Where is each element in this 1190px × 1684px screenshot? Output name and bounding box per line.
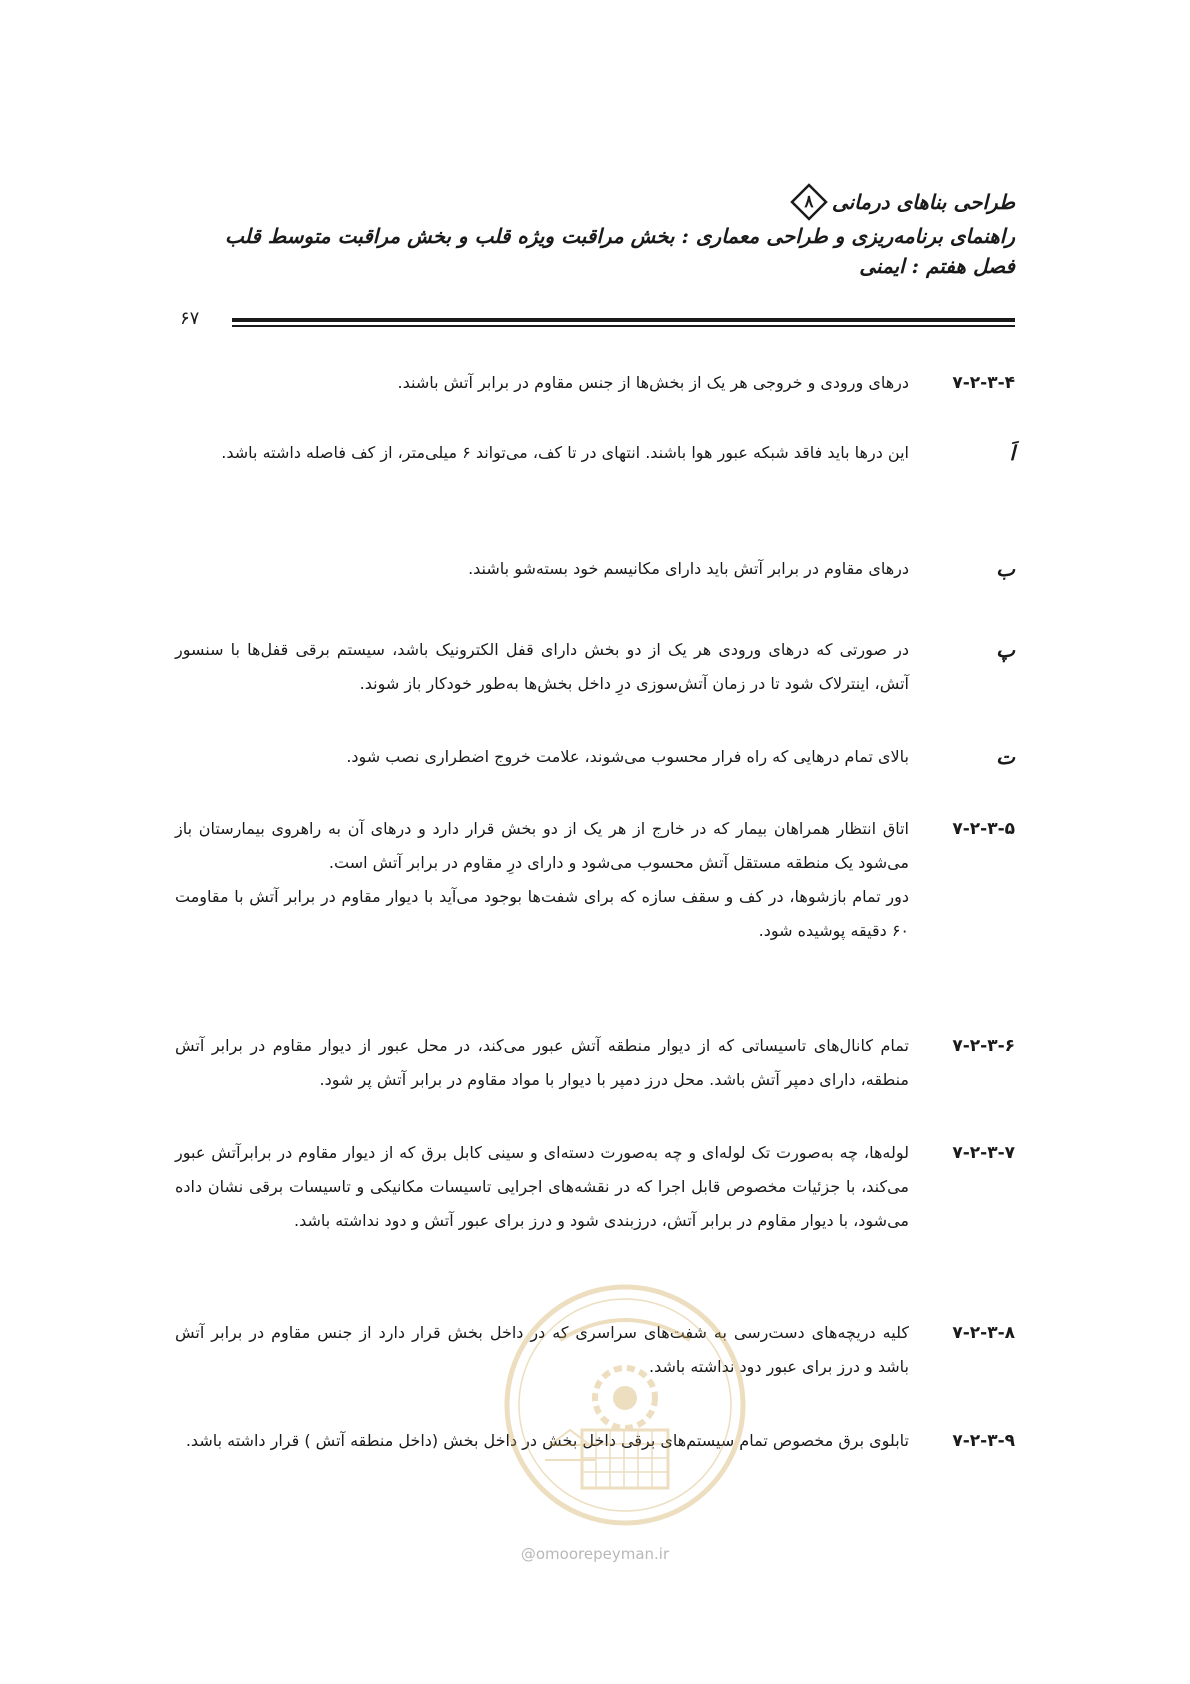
sub-clause-p <box>175 633 1015 701</box>
clause-letter: اَ <box>1009 441 1015 465</box>
header-rule-thin <box>232 325 1015 327</box>
volume-diamond-icon <box>790 183 828 221</box>
clause-paragraph: دور تمام بازشوها، در کف و سقف سازه که برای شفت‌ها بوجود می‌آید با دیوار مقاوم در برابر آتش با مقاومت ۶۰ دقیقه پوشیده شود. <box>175 887 909 940</box>
clause-number: ۷-۲-۳-۶ <box>952 1036 1015 1056</box>
header-series-line <box>175 183 1015 221</box>
clause-text: در صورتی که درهای ورودی هر یک از دو بخش دارای قفل الکترونیک باشد، سیستم برقی قفل‌ها با سنسور آتش، اینترلاک شود تا در زمان آتش‌سوزی درِ داخل بخش‌ها به‌طور خودکار باز شوند. <box>175 640 909 693</box>
clause-number: ۷-۲-۳-۹ <box>952 1431 1015 1451</box>
clause-text-block <box>175 812 909 948</box>
clause-text: کلیه دریچه‌های دست‌رسی به شفت‌های سراسری که در داخل بخش قرار دارد از جنس مقاوم در برابر آتش باشد و درز برای عبور دود نداشته باشد. <box>175 1323 909 1376</box>
volume-number: ۸ <box>804 192 814 212</box>
clause-text: تابلوی برق مخصوص تمام سیستم‌های برقی داخل بخش در داخل بخش (داخل منطقه آتش ) قرار داشته باشد. <box>185 1431 909 1450</box>
clause-letter: ب <box>996 557 1015 581</box>
clause-text: درهای مقاوم در برابر آتش باید دارای مکانیسم خود بسته‌شو باشند. <box>468 559 909 578</box>
sub-clause-b <box>175 552 1015 586</box>
clause-letter: پ <box>996 638 1015 662</box>
sub-clause-a <box>175 436 1015 470</box>
clause-paragraph: اتاق انتظار همراهان بیمار که در خارج از هر یک از دو بخش قرار دارد و درهای آن به راهروی بیمارستان باز می‌شود یک منطقه مستقل آتش محسوب می‌شود و دارای درِ مقاوم در برابر آتش است. <box>175 819 909 872</box>
clause-7-2-3-6 <box>175 1029 1015 1097</box>
clause-text: درهای ورودی و خروجی هر یک از بخش‌ها از جنس مقاوم در برابر آتش باشند. <box>397 373 909 392</box>
clause-number: ۷-۲-۳-۷ <box>952 1143 1015 1163</box>
page-header <box>175 183 1015 281</box>
clause-7-2-3-4 <box>175 366 1015 400</box>
clause-text: لوله‌ها، چه به‌صورت تک لوله‌ای و چه به‌صورت دسته‌ای و سینی کابل برق که از دیوار مقاوم در برابرآتش عبور می‌کند، با جزئیات مخصوص قابل اجرا که در نقشه‌های اجرایی تاسیسات مکانیکی و تاسیسات برقی نشان داده می‌شود، با دیوار مقاوم در برابر آتش، درزبندی شود و درز برای عبور آتش و دود نداشته باشد. <box>175 1143 909 1230</box>
watermark-logo-icon <box>500 1280 750 1530</box>
clause-text: این درها باید فاقد شبکه عبور هوا باشند. انتهای در تا کف، می‌تواند ۶ میلی‌متر، از کف فاصله داشته باشد. <box>221 443 909 462</box>
clause-letter: ت <box>996 745 1015 769</box>
guide-title: راهنمای برنامه‌ریزی و طراحی معماری : بخش مراقبت ویژه قلب و بخش مراقبت متوسط قلب <box>225 224 1015 248</box>
sub-clause-t <box>175 740 1015 774</box>
header-rule-thick <box>232 318 1015 322</box>
clause-number: ۷-۲-۳-۸ <box>952 1323 1015 1343</box>
watermark-site-text: @omoorepeyman.ir <box>520 1545 670 1563</box>
clause-number: ۷-۲-۳-۵ <box>952 819 1015 839</box>
clause-7-2-3-7 <box>175 1136 1015 1238</box>
page-number: ۶۷ <box>180 308 200 329</box>
series-title: طراحی بناهای درمانی <box>831 190 1015 214</box>
clause-7-2-3-5 <box>175 812 1015 948</box>
clause-number: ۷-۲-۳-۴ <box>952 373 1015 393</box>
clause-text: بالای تمام درهایی که راه فرار محسوب می‌شوند، علامت خروج اضطراری نصب شود. <box>346 747 909 766</box>
clause-text: تمام کانال‌های تاسیساتی که از دیوار منطقه آتش عبور می‌کند، در محل عبور از دیوار مقاوم در برابر آتش منطقه، دارای دمپر آتش باشد. محل درز دمپر با دیوار با مواد مقاوم در برابر آتش پر شود. <box>175 1036 909 1089</box>
chapter-title: فصل هفتم : ایمنی <box>859 254 1015 278</box>
